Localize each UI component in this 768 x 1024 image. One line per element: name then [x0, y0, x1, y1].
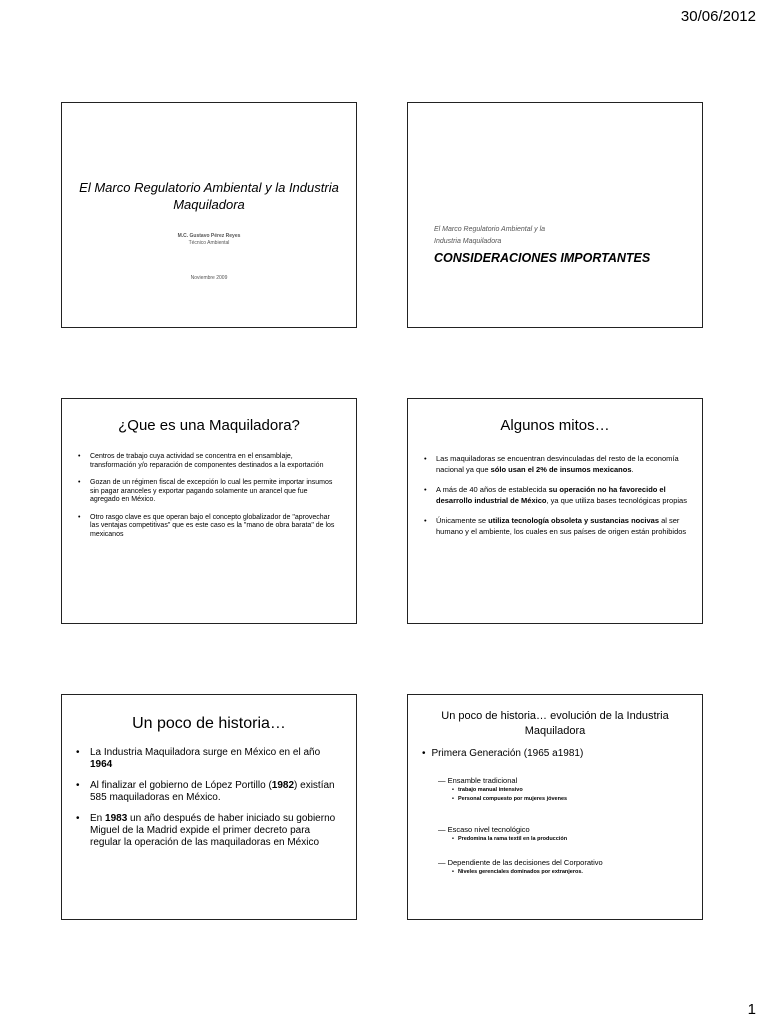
bullet-text: A más de 40 años de establecida [436, 485, 549, 494]
slide-3-title: ¿Que es una Maquiladora? [118, 417, 300, 434]
bullet-text: En [90, 813, 106, 824]
bullet-text: al ser humano y el ambiente, los cuales en sus países de origen están prohibidos [436, 516, 687, 536]
sub-item-text: Niveles gerenciales dominados por extranjeros. [457, 869, 583, 875]
bullet-text: . [631, 465, 634, 474]
bullet-text: Primera Generación (1965 a1981) [431, 748, 584, 759]
bullet-text: un año después de haber iniciado su gobierno Miguel de la Madrid expide el primer decreto para regular la operación de las maquiladoras en México [90, 813, 336, 848]
bullet-text-bold: utiliza tecnología obsoleta y sustancias nocivas [488, 516, 659, 525]
slide-5-title: Un poco de historia… [132, 715, 286, 732]
list-item [424, 515, 688, 537]
bullet-icon: • [424, 516, 427, 525]
slide-2-subtitle [434, 224, 545, 248]
slide-2-subtitle-line-2: Industria Maquiladora [434, 238, 502, 245]
slide-5 [61, 694, 357, 920]
sub-item [438, 835, 694, 844]
sub-item [438, 795, 694, 804]
dash-icon: — [438, 825, 446, 834]
dash-item [438, 825, 694, 835]
list-item [424, 453, 688, 475]
list-item [78, 514, 338, 540]
bullet-icon: • [78, 513, 81, 521]
slide-5-bullet-list [76, 747, 338, 858]
slide-6-title: Un poco de historia… evolución de la Industria Maquiladora [441, 710, 669, 737]
bullet-icon: • [78, 453, 81, 460]
bullet-text: Al finalizar el gobierno de López Portillo ( [90, 780, 272, 791]
bullet-icon: • [452, 869, 454, 875]
page-date: 30/06/2012 [680, 8, 756, 25]
slide-1-title: El Marco Regulatorio Ambiental y la Industria Maquiladora [79, 180, 339, 212]
dash-item [438, 776, 694, 786]
slide-4-bullet-list [424, 453, 688, 546]
list-item [76, 813, 338, 849]
slide-6-main-bullet [422, 748, 583, 759]
bullet-icon: • [78, 479, 81, 486]
sub-item [438, 868, 694, 877]
bullet-text-bold: 1964 [90, 759, 113, 770]
bullet-text: , ya que utiliza bases tecnológicas propias [546, 496, 687, 505]
bullet-icon: • [422, 748, 426, 759]
slide-3-bullet-list [78, 453, 338, 548]
slide-1 [61, 102, 357, 328]
slide-1-date: Noviembre 2009 [190, 275, 228, 281]
bullet-icon: • [424, 485, 427, 494]
slide-1-author: M.C. Gustavo Pérez Reyes [177, 233, 241, 239]
sub-item-text: Predomina la rama textil en la producción [457, 836, 568, 842]
dash-text: Dependiente de las decisiones del Corporativo [447, 858, 603, 867]
slide-2-subtitle-line-1: El Marco Regulatorio Ambiental y la [434, 226, 546, 233]
dash-icon: — [438, 858, 446, 867]
bullet-icon: • [452, 787, 454, 793]
list-item [76, 780, 338, 804]
bullet-text: Gozan de un régimen fiscal de excepción lo cual les permite importar insumos sin pagar aranceles y exportar pagando solamente un arancel que fue agregado en México. [90, 479, 333, 503]
slide-4 [407, 398, 703, 624]
dash-item [438, 858, 694, 868]
list-item [76, 747, 338, 771]
list-item [424, 484, 688, 506]
slide-6 [407, 694, 703, 920]
bullet-icon: • [452, 836, 454, 842]
dash-icon: — [438, 776, 446, 785]
bullet-text-bold: 1982 [271, 780, 295, 791]
bullet-text-bold: 1983 [105, 813, 128, 824]
bullet-text: Las maquiladoras se encuentran desvinculadas del resto de la economía nacional ya que [436, 454, 679, 474]
list-item [78, 453, 338, 470]
slide-6-group [438, 858, 694, 877]
slide-1-role: Técnico Ambiental [188, 240, 230, 246]
bullet-icon: • [76, 747, 80, 758]
slide-6-group [438, 776, 694, 804]
sub-item-text: Personal compuesto por mujeres jóvenes [457, 796, 568, 802]
slide-3 [61, 398, 357, 624]
dash-text: Ensamble tradicional [447, 776, 518, 785]
dash-text: Escaso nivel tecnológico [447, 825, 530, 834]
slide-2 [407, 102, 703, 328]
bullet-text-bold: su operación no ha favorecido el desarrollo industrial de México [436, 485, 666, 505]
page-number: 1 [747, 1001, 756, 1018]
bullet-icon: • [76, 780, 80, 791]
bullet-icon: • [452, 796, 454, 802]
bullet-text: Centros de trabajo cuya actividad se concentra en el ensamblaje, transformación y/o reparación de componentes destinados a la exportación [90, 453, 324, 469]
sub-item [438, 786, 694, 795]
list-item [78, 479, 338, 505]
slide-2-heading: CONSIDERACIONES IMPORTANTES [434, 251, 651, 265]
slide-6-group [438, 825, 694, 844]
sub-item-text: trabajo manual intensivo [457, 787, 523, 793]
bullet-text: Otro rasgo clave es que operan bajo el concepto globalizador de "aprovechar las ventajas competitivas" que es este caso es la "mano de obra barata" de los mexicanos [90, 513, 335, 538]
bullet-text: La Industria Maquiladora surge en México en el año [90, 747, 321, 758]
bullet-text: ) existían 585 maquiladoras en México. [90, 780, 335, 803]
bullet-text-bold: sólo usan el 2% de insumos mexicanos [490, 465, 632, 474]
bullet-text: Únicamente se [436, 516, 489, 525]
slide-4-title: Algunos mitos… [500, 417, 610, 434]
bullet-icon: • [424, 454, 427, 463]
bullet-icon: • [76, 813, 80, 824]
